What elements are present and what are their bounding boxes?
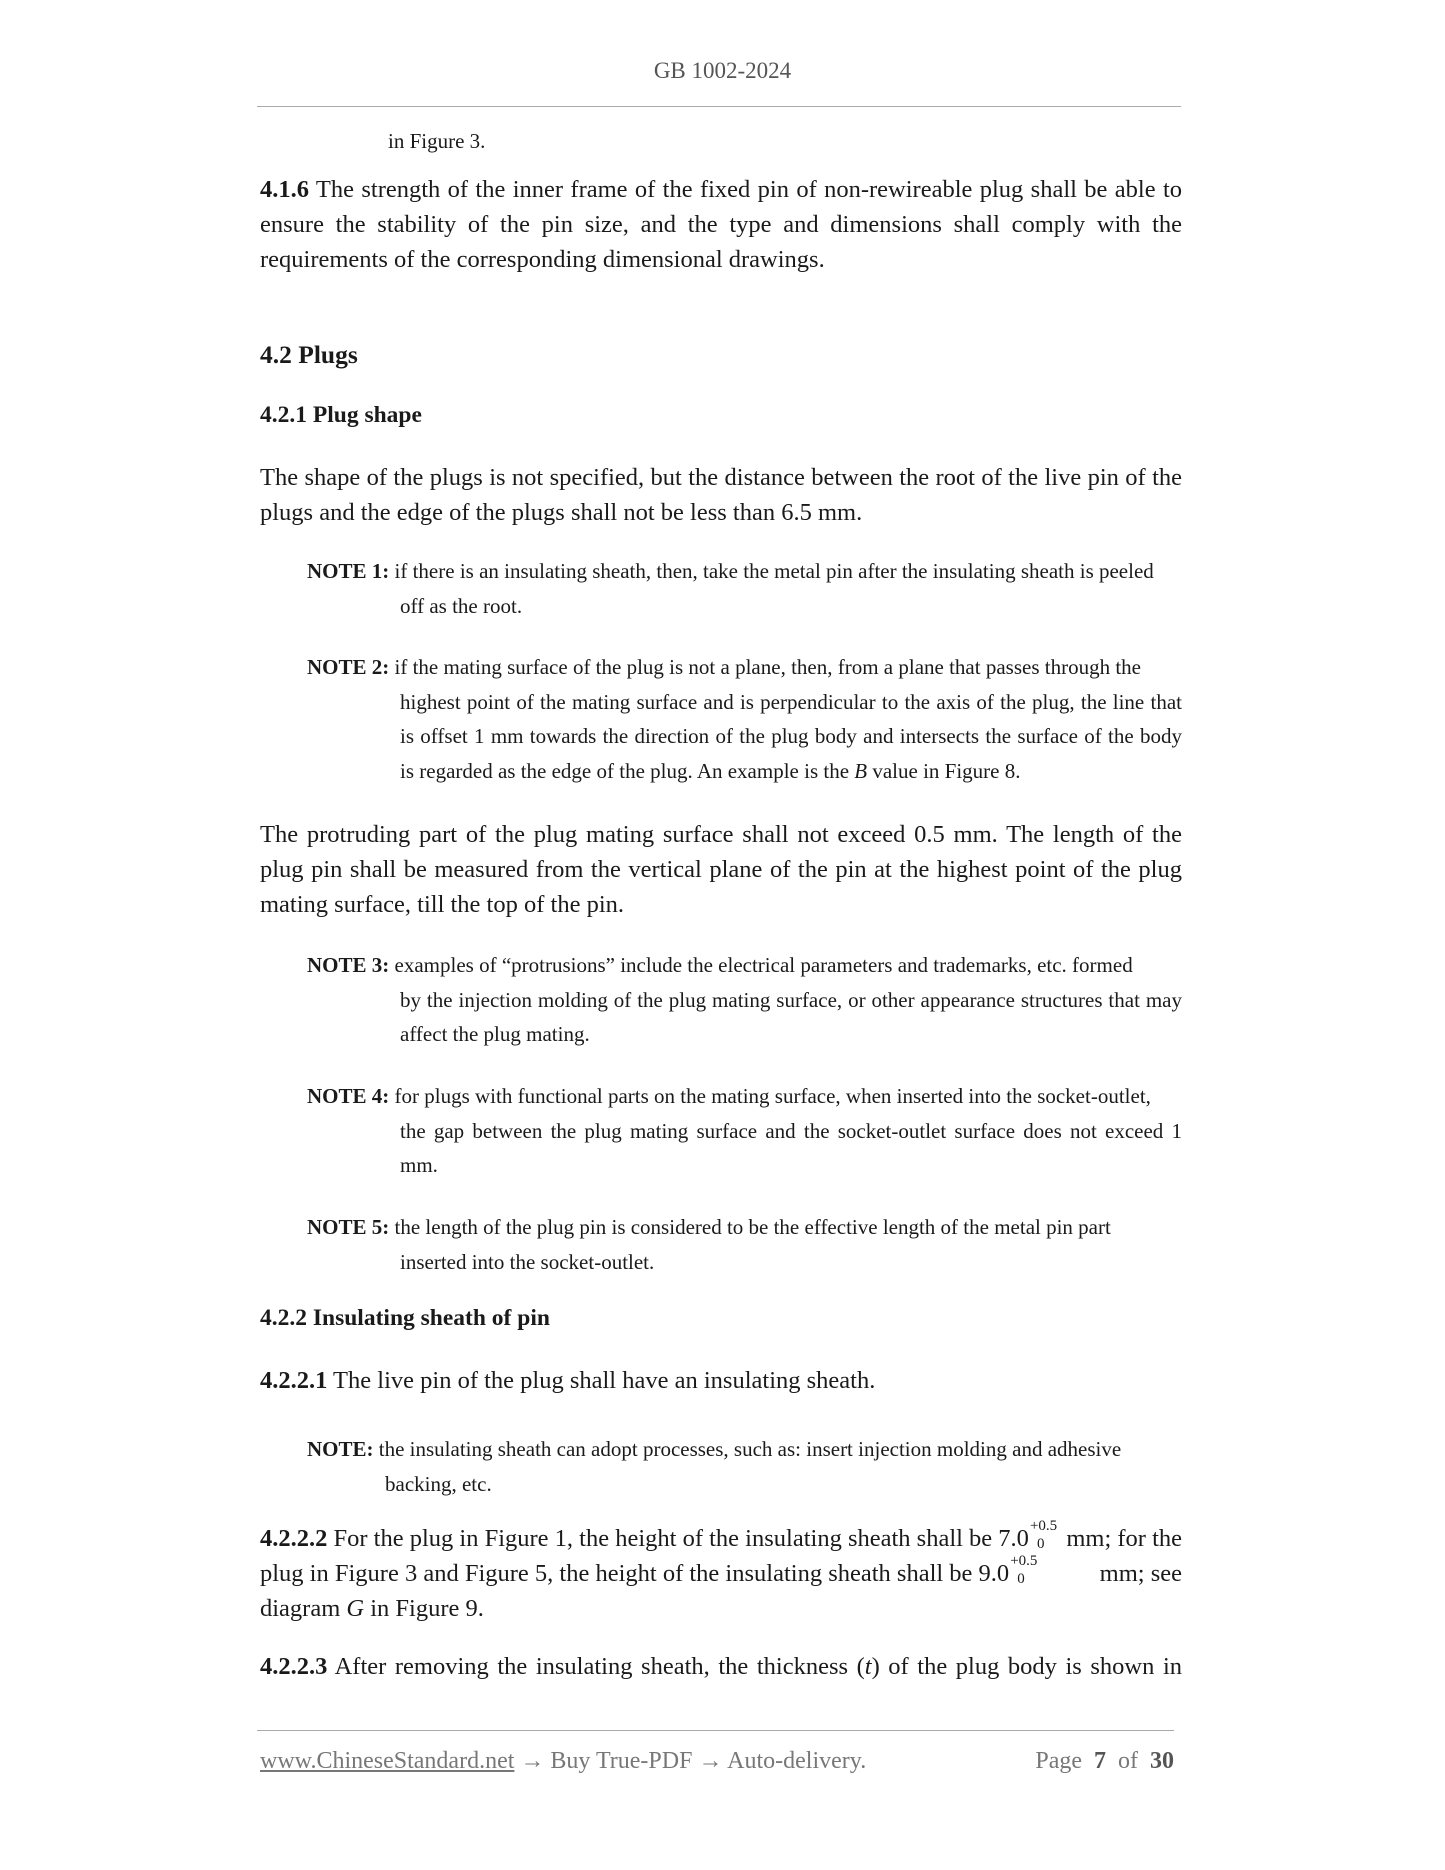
- clause-4-2-2-3: 4.2.2.3 After removing the insulating sheath, the thickness (t) of the plug body is shown in: [260, 1653, 1182, 1680]
- subsection-heading-4-2-1: 4.2.1 Plug shape: [260, 402, 422, 428]
- buy-true-pdf-text: Buy True-PDF: [550, 1748, 693, 1774]
- note-1: NOTE 1: if there is an insulating sheath, then, take the metal pin after the insulating sheath is peeled off as the root.: [307, 559, 1154, 618]
- paragraph-plug-shape: The shape of the plugs is not specified, but the distance between the root of the live pin of the plugs and the edge of the plugs shall not be less than 6.5 mm.: [260, 464, 1182, 526]
- note-label: NOTE 4:: [307, 1084, 390, 1108]
- note-3: NOTE 3: examples of “protrusions” include the electrical parameters and trademarks, etc. formed by the injection molding of the plug mating surface, or other appearance structures that may affect the plug mating.: [307, 953, 1182, 1046]
- page-header-title: GB 1002-2024: [653, 58, 792, 83]
- auto-delivery-text: Auto-delivery.: [727, 1748, 867, 1774]
- clause-4-2-2-1: 4.2.2.1 The live pin of the plug shall have an insulating sheath.: [260, 1367, 876, 1394]
- note-insulating-sheath: NOTE: the insulating sheath can adopt processes, such as: insert injection molding and adhesive backing, etc.: [307, 1437, 1122, 1496]
- note-4: NOTE 4: for plugs with functional parts on the mating surface, when inserted into the socket-outlet, the gap between the plug mating surface and the socket-outlet surface does not exceed 1 mm.: [307, 1084, 1182, 1177]
- note-2: NOTE 2: if the mating surface of the plug is not a plane, then, from a plane that passes through the highest point of the mating surface and is perpendicular to the axis of the plug, the line that is offset 1 mm towards the direction of the plug body and intersects the surface of the body is regarded as the edge of the plug. An example is the B value in Figure 8.: [307, 655, 1182, 783]
- continuation-line: in Figure 3.: [388, 129, 486, 153]
- arrow-icon: →: [698, 1748, 723, 1774]
- note-label: NOTE 1:: [307, 559, 390, 583]
- tolerance-7-0: +0.5 0: [1029, 1518, 1058, 1553]
- arrow-icon: →: [520, 1748, 545, 1774]
- note-label: NOTE:: [307, 1437, 374, 1461]
- page-number: Page 7 of 30: [1035, 1748, 1174, 1774]
- clause-4-2-2-2: 4.2.2.2 For the plug in Figure 1, the height of the insulating sheath shall be 7.0 +0.5 0 mm; for the plug in Figure 3 and Figure 5, the height of the insulating sheath shall be 9.0 +0.5 0 mm; see diagram G in Figure 9.: [260, 1518, 1182, 1622]
- paragraph-protruding: The protruding part of the plug mating surface shall not exceed 0.5 mm. The length of the plug pin shall be measured from the vertical plane of the pin at the highest point of the plug mating surface, till the top of the pin.: [260, 821, 1182, 918]
- note-5: NOTE 5: the length of the plug pin is considered to be the effective length of the metal pin part inserted into the socket-outlet.: [307, 1215, 1111, 1274]
- variable-t: t: [864, 1653, 872, 1680]
- clause-text: The strength of the inner frame of the fixed pin of non-rewireable plug shall be able to ensure the stability of the pin size, and the type and dimensions shall comply with the requirements of the corresponding dimensional drawings.: [260, 176, 1182, 273]
- footer-divider: [257, 1730, 1174, 1731]
- note-label: NOTE 5:: [307, 1215, 390, 1239]
- section-heading-4-2: 4.2 Plugs: [260, 340, 358, 369]
- chinesestandard-link[interactable]: www.ChineseStandard.net: [260, 1748, 515, 1774]
- note-label: NOTE 2:: [307, 655, 390, 679]
- clause-4-1-6: [260, 172, 1182, 277]
- note-label: NOTE 3:: [307, 953, 390, 977]
- header-divider: [257, 106, 1181, 107]
- tolerance-9-0: +0.5 0: [1010, 1553, 1038, 1588]
- variable-g: G: [346, 1595, 365, 1622]
- subsection-heading-4-2-2: 4.2.2 Insulating sheath of pin: [260, 1305, 550, 1331]
- clause-number: 4.1.6: [260, 176, 309, 203]
- variable-b: B: [854, 758, 868, 783]
